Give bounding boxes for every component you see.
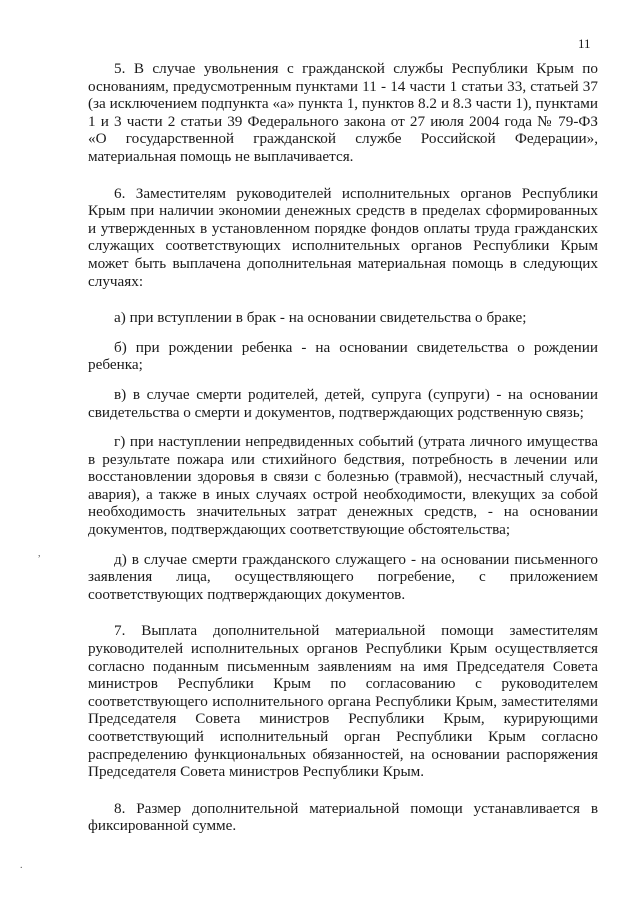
document-body xyxy=(88,60,598,854)
paragraph-7: 7. Выплата дополнительной материальной помощи заместителям руководителей исполнительных органов Республики Крым осуществляется согласно поданным письменным заявлениям на имя Председателя Совета министров Республики Крым по согласованию с руководителем соответствующего исполнительного органа Республики Крым, заместителями Председателя Совета министров Республики Крым, курирующими соответствующий исполнительный орган Республики Крым согласно распределению функциональных обязанностей, на основании распоряжения Председателя Совета министров Республики Крым. xyxy=(88,622,598,781)
paragraph-6: 6. Заместителям руководителей исполнительных органов Республики Крым при наличии экономии денежных средств в пределах сформированных и утвержденных в установленном порядке фондов оплаты труда гражданских служащих соответствующих исполнительных органов Республики Крым может быть выплачена дополнительная материальная помощь в следующих случаях: xyxy=(88,184,598,290)
subparagraph-b: б) при рождении ребенка - на основании свидетельства о рождении ребенка; xyxy=(88,338,598,374)
subparagraph-v: в) в случае смерти родителей, детей, супруга (супруги) - на основании свидетельства о смерти и документов, подтверждающих родственную связь; xyxy=(88,385,598,421)
paragraph-8: 8. Размер дополнительной материальной помощи устанавливается в фиксированной сумме. xyxy=(88,799,598,835)
scan-speck: , xyxy=(38,548,41,559)
scan-speck: . xyxy=(20,860,23,871)
subparagraph-d: д) в случае смерти гражданского служащего - на основании письменного заявления лица, осуществляющего погребение, с приложением соответствующих подтверждающих документов. xyxy=(88,550,598,603)
subparagraph-a: а) при вступлении в брак - на основании свидетельства о браке; xyxy=(114,309,527,327)
paragraph-5: 5. В случае увольнения с гражданской службы Республики Крым по основаниям, предусмотренным пунктами 11 - 14 части 1 статьи 33, статьей 37 (за исключением подпункта «а» пункта 1, пунктов 8.2 и 8.3 части 1), пунктами 1 и 3 части 2 статьи 39 Федерального закона от 27 июля 2004 года № 79-ФЗ «О государственной гражданской службе Российской Федерации», материальная помощь не выплачивается. xyxy=(88,60,598,165)
subparagraph-g: г) при наступлении непредвиденных событий (утрата личного имущества в результате пожара или стихийного бедствия, потребность в лечении или восстановлении здоровья в связи с болезнью (травмой), несчастный случай, авария), а также в иных случаях острой необходимости, влекущих за собой необходимость значительных затрат денежных средств, - на основании документов, подтверждающих соответствующие обстоятельства; xyxy=(88,433,598,539)
page-number: 11 xyxy=(578,36,591,51)
